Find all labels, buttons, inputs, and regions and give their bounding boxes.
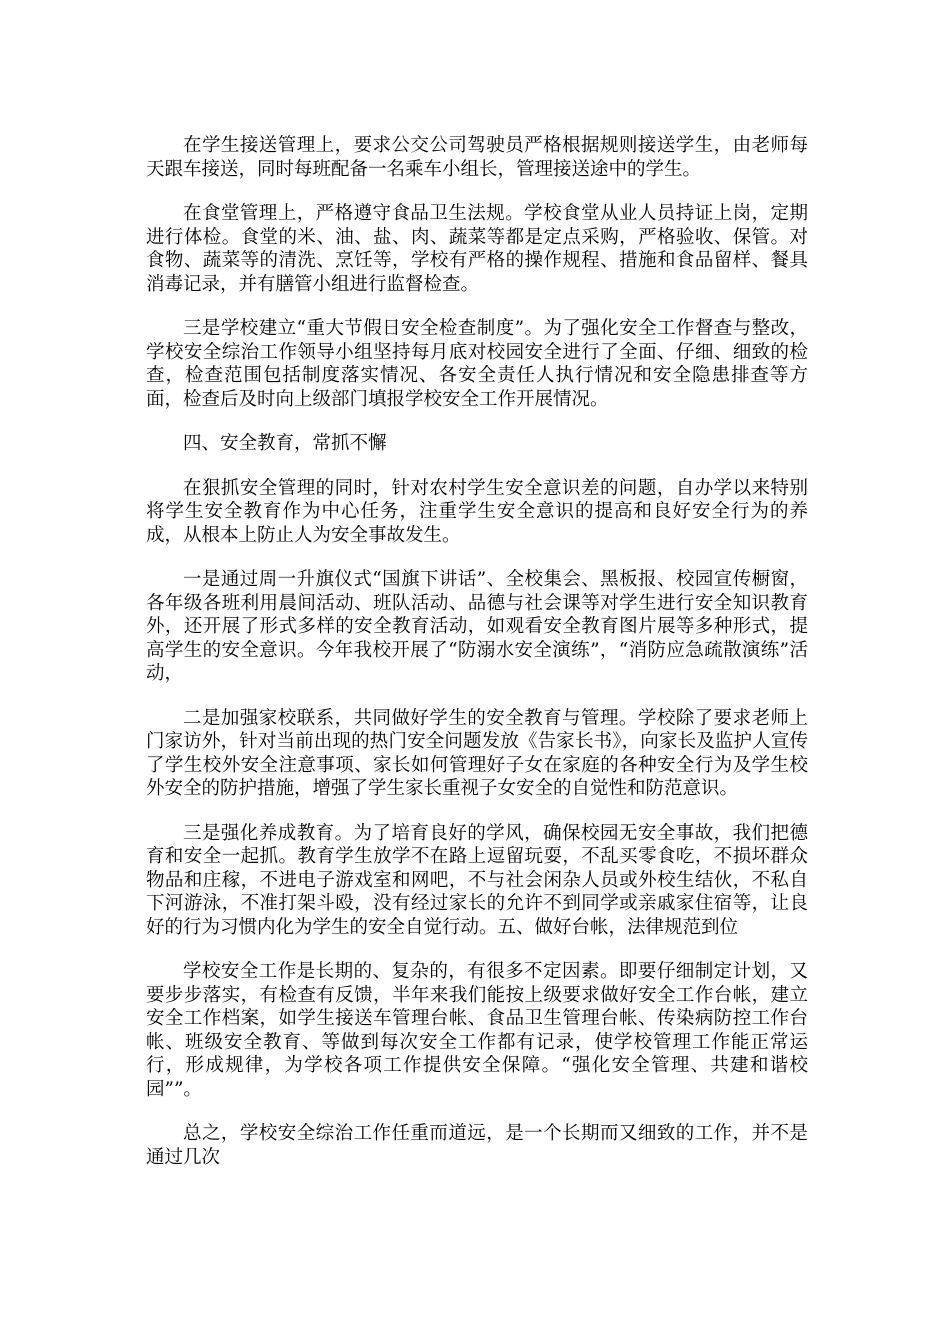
document-body — [146, 134, 808, 1190]
paragraph-canteen-management: 在食堂管理上，严格遵守食品卫生法规。学校食堂从业人员持证上岗，定期进行体检。食堂的米、油、盐、肉、蔬菜等都是定点采购，严格验收、保管。对食物、蔬菜等的清洗、烹饪等，学校有严格的操作规程、措施和食品留样、餐具消毒记录，并有膳管小组进行监督检查。 — [146, 203, 808, 295]
paragraph-safety-awareness: 在狠抓安全管理的同时，针对农村学生安全意识差的问题，自办学以来特别将学生安全教育作为中心任务，注重学生安全意识的提高和良好安全行为的养成，从根本上防止人为安全事故发生。 — [146, 477, 808, 546]
paragraph-student-transport: 在学生接送管理上，要求公交公司驾驶员严格根据规则接送学生，由老师每天跟车接送，同时每班配备一名乘车小组长，管理接送途中的学生。 — [146, 135, 808, 180]
paragraph-conclusion: 总之，学校安全综治工作任重而道远，是一个长期而又细致的工作，并不是通过几次 — [146, 1123, 808, 1168]
paragraph-home-school-contact: 二是加强家校联系，共同做好学生的安全教育与管理。学校除了要求老师上门家访外，针对当前出现的热门安全问题发放《告家长书》，向家长及监护人宣传了学生校外安全注意事项、家长如何管理好子女在家庭的各种安全行为及学生校外安全的防护措施，增强了学生家长重视子女安全的自觉性和防范意识。 — [146, 707, 808, 799]
paragraph-habit-education: 三是强化养成教育。为了培育良好的学风，确保校园无安全事故，我们把德育和安全一起抓。教育学生放学不在路上逗留玩耍，不乱买零食吃，不损坏群众物品和庄稼，不进电子游戏室和网吧，不与社会闲杂人员或外校生结伙，不私自下河游泳，不准打架斗殴，没有经过家长的允许不到同学或亲戚家住宿等，让良好的行为习惯内化为学生的安全自觉行动。五、做好台帐，法律规范到位 — [146, 822, 808, 938]
paragraph-flag-ceremony-education: 一是通过周一升旗仪式“国旗下讲话”、全校集会、黑板报、校园宣传橱窗，各年级各班利用晨间活动、班队活动、品德与社会课等对学生进行安全知识教育外，还开展了形式多样的安全教育活动，如观看安全教育图片展等多种形式，提高学生的安全意识。今年我校开展了“防溺水安全演练”，“消防应急疏散演练”活动， — [146, 569, 808, 684]
paragraph-safety-records: 学校安全工作是长期的、复杂的，有很多不定因素。即要仔细制定计划，又要步步落实，有检查有反馈，半年来我们能按上级要求做好安全工作台帐，建立安全工作档案，如学生接送车管理台帐、食品卫生管理台帐、传染病防控工作台帐、班级安全教育、等做到每次安全工作都有记录，使学校管理工作能正常运行，形成规律，为学校各项工作提供安全保障。“强化安全管理、共建和谐校园””。 — [146, 961, 808, 1100]
section-heading-safety-education: 四、安全教育，常抓不懈 — [183, 433, 387, 454]
paragraph-holiday-inspection: 三是学校建立“重大节假日安全检查制度”。为了强化安全工作督查与整改，学校安全综治工作领导小组坚持每月底对校园安全进行了全面、仔细、细致的检查，检查范围包括制度落实情况、各安全责任人执行情况和安全隐患排查等方面，检查后及时向上级部门填报学校安全工作开展情况。 — [146, 318, 808, 410]
